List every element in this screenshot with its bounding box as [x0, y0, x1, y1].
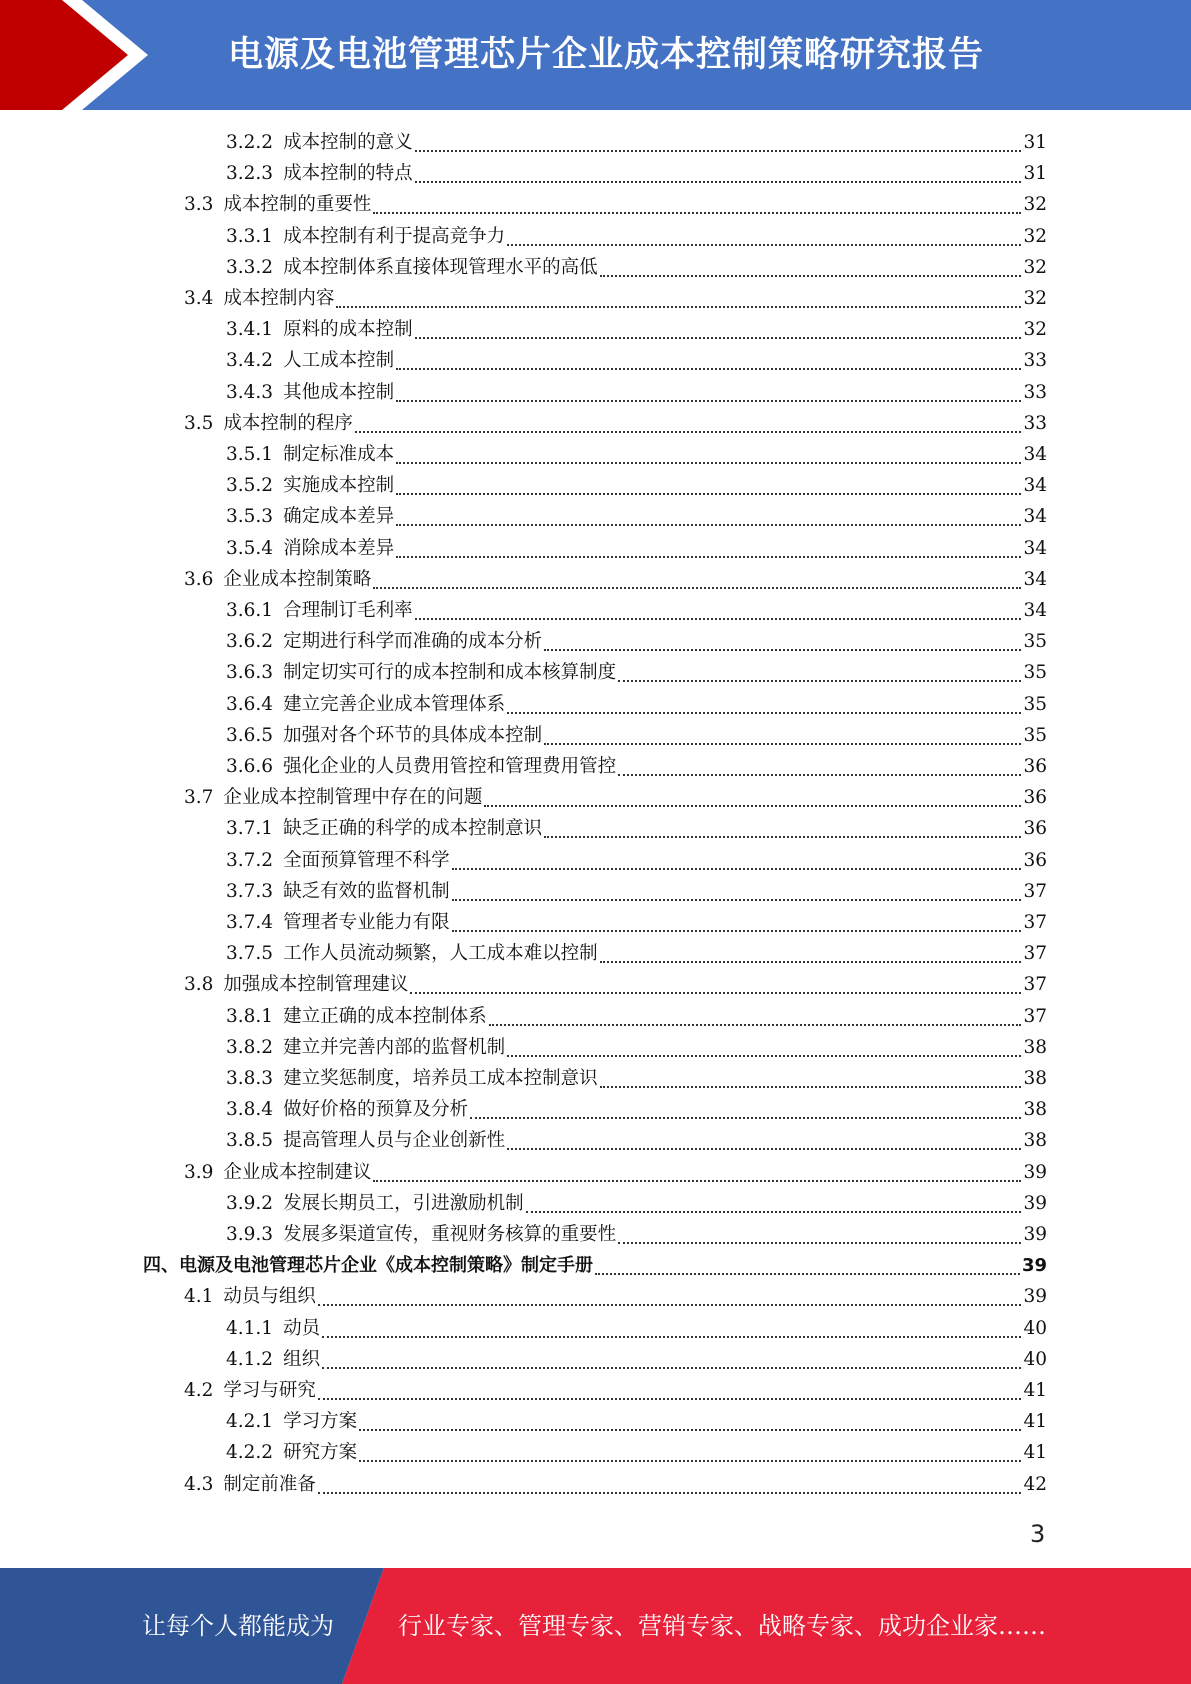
toc-dot-leader	[396, 462, 1021, 464]
toc-entry-number: 3.5.1	[226, 444, 274, 465]
toc-entry[interactable]	[226, 1188, 1047, 1219]
toc-dot-leader	[452, 899, 1022, 901]
toc-entry-title: 成本控制的特点	[283, 163, 413, 184]
toc-entry[interactable]	[184, 1157, 1047, 1188]
toc-entry-title: 成本控制的重要性	[223, 194, 372, 215]
toc-entry-page: 34	[1023, 538, 1047, 559]
toc-dot-leader	[322, 1367, 1021, 1369]
toc-entry-page: 38	[1023, 1068, 1047, 1089]
toc-entry-title: 合理制订毛利率	[283, 600, 413, 621]
toc-entry-page: 36	[1023, 756, 1047, 777]
toc-entry-title: 四、电源及电池管理芯片企业《成本控制策略》制定手册	[143, 1255, 593, 1276]
toc-entry-number: 3.6	[184, 569, 214, 590]
toc-entry-number: 3.6.6	[226, 756, 274, 777]
toc-entry-number: 4.2	[184, 1380, 214, 1401]
toc-entry-number: 3.8.2	[226, 1037, 274, 1058]
toc-entry[interactable]	[226, 501, 1047, 532]
toc-entry-title: 成本控制体系直接体现管理水平的高低	[283, 257, 598, 278]
toc-dot-leader	[373, 1180, 1021, 1182]
toc-entry-number: 4.1	[184, 1286, 214, 1307]
toc-entry-number: 3.7.2	[226, 850, 274, 871]
toc-entry-title: 建立奖惩制度，培养员工成本控制意识	[283, 1068, 598, 1089]
toc-entry-number: 4.2.1	[226, 1411, 274, 1432]
toc-entry-title: 管理者专业能力有限	[283, 912, 450, 933]
toc-entry-title: 其他成本控制	[283, 382, 395, 403]
toc-entry-title: 成本控制有利于提高竞争力	[283, 226, 506, 247]
toc-dot-leader	[318, 1304, 1022, 1306]
toc-dot-leader	[470, 1117, 1021, 1119]
toc-entry-page: 37	[1023, 912, 1047, 933]
toc-entry-title: 定期进行科学而准确的成本分析	[283, 631, 543, 652]
toc-entry-number: 3.3	[184, 194, 214, 215]
toc-entry-page: 41	[1023, 1411, 1047, 1432]
toc-entry[interactable]	[226, 1001, 1047, 1032]
toc-entry-page: 31	[1023, 163, 1047, 184]
toc-dot-leader	[600, 961, 1022, 963]
toc-entry-number: 4.2.2	[226, 1442, 274, 1463]
toc-entry-number: 3.8.3	[226, 1068, 274, 1089]
toc-entry-page: 36	[1023, 787, 1047, 808]
toc-entry-number: 3.6.5	[226, 725, 274, 746]
toc-dot-leader	[318, 1398, 1022, 1400]
toc-entry-title: 确定成本差异	[283, 506, 395, 527]
toc-entry-page: 32	[1023, 226, 1047, 247]
toc-entry[interactable]	[184, 1469, 1047, 1500]
toc-entry-title: 企业成本控制管理中存在的问题	[223, 787, 483, 808]
toc-entry-number: 3.8.1	[226, 1006, 274, 1027]
toc-entry[interactable]	[226, 1032, 1047, 1063]
toc-entry[interactable]	[226, 626, 1047, 657]
toc-entry-number: 3.2.2	[226, 132, 274, 153]
toc-dot-leader	[489, 1024, 1022, 1026]
toc-entry[interactable]	[226, 1313, 1047, 1344]
report-title: 电源及电池管理芯片企业成本控制策略研究报告	[228, 35, 985, 75]
toc-entry-title: 实施成本控制	[283, 475, 395, 496]
toc-entry[interactable]	[184, 189, 1047, 220]
toc-entry-title: 动员与组织	[223, 1286, 316, 1307]
toc-entry-title: 消除成本差异	[283, 538, 395, 559]
toc-dot-leader	[373, 587, 1021, 589]
toc-entry[interactable]	[184, 1281, 1047, 1312]
toc-entry[interactable]	[226, 1344, 1047, 1375]
toc-entry[interactable]	[184, 408, 1047, 439]
toc-dot-leader	[600, 1086, 1022, 1088]
toc-entry-number: 3.8	[184, 974, 214, 995]
toc-entry-title: 成本控制的程序	[223, 413, 353, 434]
toc-entry[interactable]	[226, 1406, 1047, 1437]
toc-dot-leader	[415, 181, 1022, 183]
toc-entry-page: 33	[1023, 413, 1047, 434]
toc-dot-leader	[415, 618, 1022, 620]
toc-entry-page: 37	[1023, 1006, 1047, 1027]
toc-entry-page: 38	[1023, 1037, 1047, 1058]
toc-entry-number: 3.4.2	[226, 350, 274, 371]
toc-entry[interactable]	[226, 907, 1047, 938]
toc-dot-leader	[507, 712, 1021, 714]
toc-entry-title: 制定前准备	[223, 1474, 316, 1495]
toc-entry[interactable]	[184, 1375, 1047, 1406]
toc-entry-title: 成本控制内容	[223, 288, 335, 309]
toc-dot-leader	[544, 649, 1021, 651]
toc-entry[interactable]	[226, 470, 1047, 501]
toc-dot-leader	[410, 992, 1021, 994]
toc-entry-page: 34	[1023, 475, 1047, 496]
toc-entry-number: 3.9.2	[226, 1193, 274, 1214]
toc-entry[interactable]	[226, 751, 1047, 782]
toc-entry[interactable]	[226, 1219, 1047, 1250]
toc-entry-page: 40	[1023, 1349, 1047, 1370]
toc-entry-title: 建立并完善内部的监督机制	[283, 1037, 506, 1058]
toc-dot-leader	[618, 1242, 1021, 1244]
toc-entry-title: 加强对各个环节的具体成本控制	[283, 725, 543, 746]
toc-entry-number: 3.5.3	[226, 506, 274, 527]
toc-entry-number: 3.6.1	[226, 600, 274, 621]
toc-entry-title: 强化企业的人员费用管控和管理费用管控	[283, 756, 617, 777]
toc-dot-leader	[396, 368, 1021, 370]
toc-entry-page: 31	[1023, 132, 1047, 153]
toc-entry-page: 34	[1023, 600, 1047, 621]
toc-entry-title: 制定标准成本	[283, 444, 395, 465]
toc-dot-leader	[396, 493, 1021, 495]
toc-entry-page: 35	[1023, 631, 1047, 652]
toc-dot-leader	[318, 1492, 1022, 1494]
toc-entry-title: 提高管理人员与企业创新性	[283, 1130, 506, 1151]
toc-entry-title: 制定切实可行的成本控制和成本核算制度	[283, 662, 617, 683]
toc-dot-leader	[452, 868, 1022, 870]
toc-entry[interactable]	[184, 283, 1047, 314]
toc-entry-page: 38	[1023, 1099, 1047, 1120]
toc-entry[interactable]	[226, 720, 1047, 751]
toc-entry-page: 34	[1023, 569, 1047, 590]
toc-entry-number: 3.8.5	[226, 1130, 274, 1151]
toc-dot-leader	[396, 524, 1021, 526]
toc-entry-number: 3.6.2	[226, 631, 274, 652]
toc-entry-number: 4.1.2	[226, 1349, 274, 1370]
toc-dot-leader	[359, 1460, 1021, 1462]
toc-entry-number: 3.7.4	[226, 912, 274, 933]
toc-entry[interactable]	[184, 969, 1047, 1000]
toc-entry-title: 全面预算管理不科学	[283, 850, 450, 871]
toc-entry-number: 3.9.3	[226, 1224, 274, 1245]
toc-entry-page: 32	[1023, 257, 1047, 278]
toc-entry-title: 人工成本控制	[283, 350, 395, 371]
footer-slogan-left: 让每个人都能成为	[142, 1612, 334, 1640]
toc-entry[interactable]	[226, 689, 1047, 720]
page-footer	[0, 1568, 1191, 1684]
toc-entry[interactable]	[226, 1437, 1047, 1468]
toc-entry-page: 34	[1023, 506, 1047, 527]
toc-entry-page: 39	[1023, 1224, 1047, 1245]
toc-dot-leader	[618, 680, 1021, 682]
toc-entry-title: 原料的成本控制	[283, 319, 413, 340]
toc-entry[interactable]	[226, 345, 1047, 376]
toc-entry-page: 32	[1023, 194, 1047, 215]
toc-entry[interactable]	[226, 1125, 1047, 1156]
toc-entry-page: 38	[1023, 1130, 1047, 1151]
toc-entry-number: 3.6.4	[226, 694, 274, 715]
toc-entry-number: 3.4	[184, 288, 214, 309]
toc-entry[interactable]	[226, 221, 1047, 252]
toc-entry-page: 40	[1023, 1318, 1047, 1339]
toc-entry-page: 33	[1023, 382, 1047, 403]
toc-entry[interactable]	[226, 533, 1047, 564]
toc-entry-title: 发展长期员工，引进激励机制	[283, 1193, 524, 1214]
toc-entry-page: 37	[1023, 943, 1047, 964]
toc-entry[interactable]	[226, 127, 1047, 158]
toc-entry-page: 39	[1023, 1162, 1047, 1183]
toc-entry[interactable]	[226, 439, 1047, 470]
toc-dot-leader	[507, 1148, 1021, 1150]
toc-entry-title: 研究方案	[283, 1442, 358, 1463]
toc-entry[interactable]	[226, 876, 1047, 907]
toc-entry-title: 建立完善企业成本管理体系	[283, 694, 506, 715]
toc-dot-leader	[373, 212, 1021, 214]
toc-entry-number: 3.7	[184, 787, 214, 808]
toc-entry-page: 35	[1023, 662, 1047, 683]
toc-dot-leader	[484, 805, 1021, 807]
toc-entry[interactable]	[184, 782, 1047, 813]
toc-entry-title: 加强成本控制管理建议	[223, 974, 409, 995]
toc-dot-leader	[336, 306, 1021, 308]
toc-entry-number: 4.1.1	[226, 1318, 274, 1339]
toc-entry-page: 37	[1023, 881, 1047, 902]
toc-entry[interactable]	[226, 845, 1047, 876]
toc-entry[interactable]	[143, 1250, 1047, 1281]
toc-entry-title: 发展多渠道宣传，重视财务核算的重要性	[283, 1224, 617, 1245]
toc-entry-number: 3.2.3	[226, 163, 274, 184]
toc-dot-leader	[415, 150, 1022, 152]
footer-slogan-right: 行业专家、管理专家、营销专家、战略专家、成功企业家……	[398, 1612, 1046, 1640]
toc-entry-page: 36	[1023, 850, 1047, 871]
toc-entry-number: 3.9	[184, 1162, 214, 1183]
toc-dot-leader	[544, 836, 1021, 838]
toc-entry-page: 37	[1023, 974, 1047, 995]
toc-entry-number: 3.4.1	[226, 319, 274, 340]
toc-dot-leader	[618, 774, 1021, 776]
toc-dot-leader	[355, 431, 1022, 433]
toc-entry-number: 3.7.5	[226, 943, 274, 964]
toc-entry-page: 42	[1023, 1474, 1047, 1495]
toc-entry-page: 32	[1023, 288, 1047, 309]
toc-entry-title: 建立正确的成本控制体系	[283, 1006, 487, 1027]
toc-entry-page: 34	[1023, 444, 1047, 465]
toc-entry-number: 3.3.2	[226, 257, 274, 278]
toc-entry[interactable]	[184, 564, 1047, 595]
toc-entry-page: 35	[1023, 725, 1047, 746]
toc-entry-title: 做好价格的预算及分析	[283, 1099, 469, 1120]
toc-entry-number: 4.3	[184, 1474, 214, 1495]
toc-entry[interactable]	[226, 595, 1047, 626]
page-header	[0, 0, 1191, 110]
toc-entry-page: 32	[1023, 319, 1047, 340]
toc-entry-title: 工作人员流动频繁，人工成本难以控制	[283, 943, 598, 964]
toc-entry-page: 35	[1023, 694, 1047, 715]
toc-entry-page: 39	[1023, 1193, 1047, 1214]
toc-entry-number: 3.5.4	[226, 538, 274, 559]
toc-entry-page: 41	[1023, 1442, 1047, 1463]
toc-entry-page: 39	[1021, 1255, 1047, 1276]
toc-entry-number: 3.6.3	[226, 662, 274, 683]
toc-entry-title: 成本控制的意义	[283, 132, 413, 153]
toc-dot-leader	[359, 1429, 1021, 1431]
toc-entry-title: 动员	[283, 1318, 321, 1339]
toc-dot-leader	[415, 337, 1022, 339]
toc-entry-title: 学习方案	[283, 1411, 358, 1432]
toc-dot-leader	[452, 930, 1022, 932]
toc-dot-leader	[322, 1336, 1021, 1338]
toc-entry-page: 33	[1023, 350, 1047, 371]
toc-entry-page: 39	[1023, 1286, 1047, 1307]
toc-entry[interactable]	[226, 813, 1047, 844]
toc-entry[interactable]	[226, 1094, 1047, 1125]
toc-entry-title: 缺乏正确的科学的成本控制意识	[283, 818, 543, 839]
toc-entry-title: 组织	[283, 1349, 321, 1370]
toc-dot-leader	[507, 244, 1021, 246]
toc-entry-number: 3.5	[184, 413, 214, 434]
toc-dot-leader	[396, 400, 1021, 402]
toc-dot-leader	[526, 1211, 1022, 1213]
toc-dot-leader	[507, 1055, 1021, 1057]
toc-entry[interactable]	[226, 657, 1047, 688]
page-number: 3	[1030, 1520, 1046, 1548]
toc-entry-number: 3.3.1	[226, 226, 274, 247]
toc-dot-leader	[396, 556, 1021, 558]
toc-entry[interactable]	[226, 377, 1047, 408]
toc-entry-title: 企业成本控制建议	[223, 1162, 372, 1183]
toc-entry-number: 3.7.1	[226, 818, 274, 839]
toc-entry-number: 3.4.3	[226, 382, 274, 403]
toc-entry[interactable]	[226, 1063, 1047, 1094]
toc-dot-leader	[595, 1273, 1020, 1275]
toc-entry-page: 41	[1023, 1380, 1047, 1401]
toc-entry-title: 学习与研究	[223, 1380, 316, 1401]
toc-dot-leader	[600, 275, 1022, 277]
toc-entry[interactable]	[226, 314, 1047, 345]
toc-entry-title: 缺乏有效的监督机制	[283, 881, 450, 902]
toc-entry-number: 3.7.3	[226, 881, 274, 902]
toc-entry-number: 3.5.2	[226, 475, 274, 496]
toc-entry-number: 3.8.4	[226, 1099, 274, 1120]
toc-entry-page: 36	[1023, 818, 1047, 839]
toc-entry[interactable]	[226, 158, 1047, 189]
toc-entry[interactable]	[226, 938, 1047, 969]
toc-entry[interactable]	[226, 252, 1047, 283]
toc-entry-title: 企业成本控制策略	[223, 569, 372, 590]
toc-dot-leader	[544, 743, 1021, 745]
